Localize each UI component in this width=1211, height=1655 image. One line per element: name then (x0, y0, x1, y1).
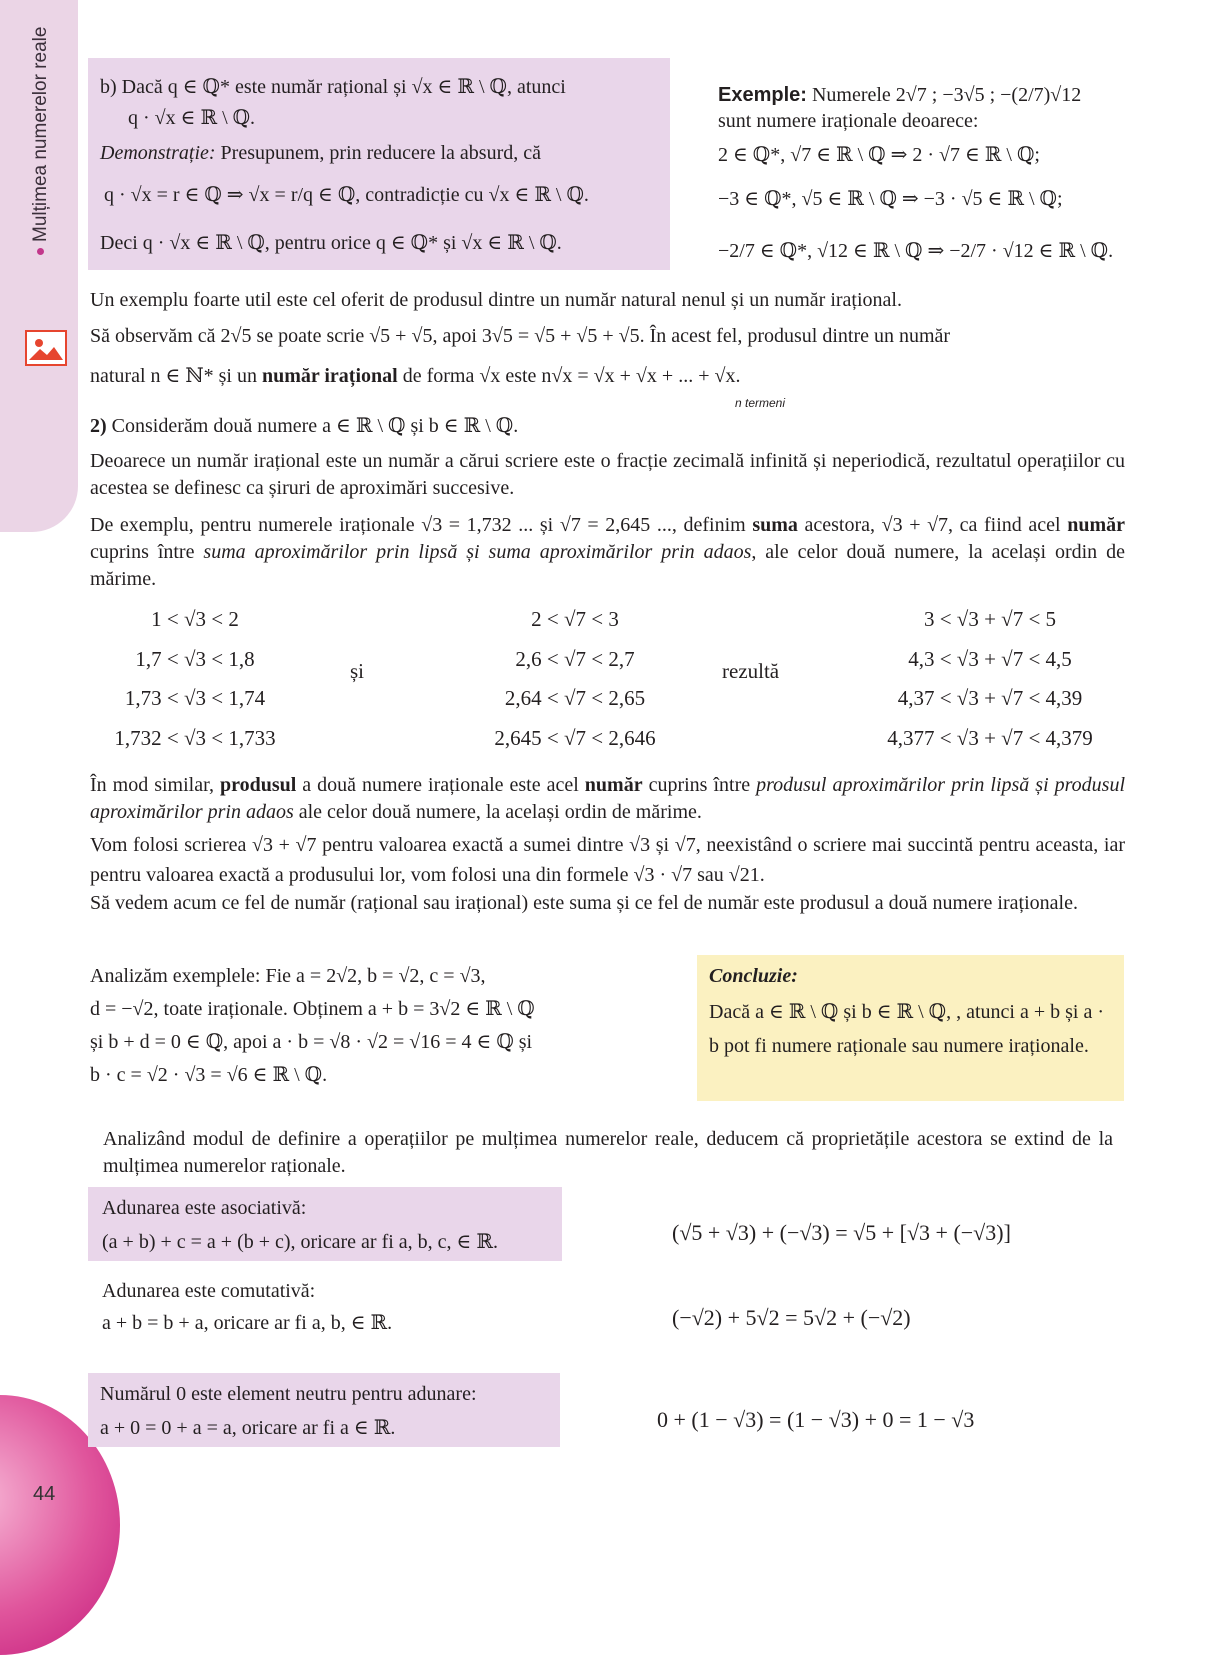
conclusion-box (697, 955, 1124, 1101)
chapter-title (30, 27, 52, 255)
proposition-line-1: b) Dacă q ∈ ℚ* este număr rațional și √x ∈ ℝ \ ℚ, atunci (100, 76, 566, 98)
demonstration-label: Demonstrație: (100, 142, 216, 164)
approx-col-1 (90, 600, 300, 758)
paragraph-7 (90, 772, 1125, 826)
approx-col-3 (860, 600, 1120, 758)
analysis-block (90, 960, 610, 1092)
image-icon (25, 330, 67, 366)
paragraph-2: Să observăm că 2√5 se poate scrie √5 + √5, apoi 3√5 = √5 + √5 + √5. În acest fel, produsul dintre un număr (90, 325, 951, 347)
underbrace-label: n termeni (735, 396, 786, 410)
approx-3-row: 4,37 < √3 + √7 < 4,39 (897, 686, 1083, 710)
paragraph-10-block (103, 1126, 1113, 1180)
approx-3-row: 4,377 < √3 + √7 < 4,379 (887, 725, 1093, 750)
property-formula: (a + b) + c = a + (b + c), oricare ar fi a, b, c, ∈ ℝ. (102, 1231, 498, 1253)
p7-f: produsul aproximărilor prin lipsă și produsul aproximărilor prin adaos (90, 774, 1126, 823)
examples-numbers: Numerele 2√7 ; −3√5 ; −(2/7)√12 (806, 84, 1082, 106)
approx-3-row: 4,3 < √3 + √7 < 4,5 (908, 646, 1072, 671)
p6-e: cuprins între (90, 541, 204, 563)
paragraph-7-block (90, 772, 1125, 917)
examples-line-3: 2 ∈ ℚ*, √7 ∈ ℝ \ ℚ ⇒ 2 · √7 ∈ ℝ \ ℚ; (718, 144, 1040, 166)
p6-g: , ale celor două numere, la același ordin de mărime. (90, 541, 1125, 590)
approx-1-row: 1,73 < √3 < 1,74 (124, 686, 266, 710)
proof-formula: q · √x = r ∈ ℚ ⇒ √x = r/q ∈ ℚ, contradicție cu √x ∈ ℝ \ ℚ. (104, 184, 589, 206)
approx-3-row: 3 < √3 + √7 < 5 (923, 607, 1057, 631)
paragraph-3-bold: număr irațional (261, 365, 398, 387)
paragraph-6 (90, 512, 1125, 593)
approx-2-row: 2,64 < √7 < 2,65 (504, 686, 646, 710)
analysis-line-3: și b + d = 0 ∈ ℚ, apoi a · b = √8 · √2 = √16 = 4 ∈ ℚ și (90, 1031, 533, 1053)
examples-label: Exemple: (718, 84, 807, 106)
paragraph-8: Vom folosi scrierea √3 + √7 pentru valoarea exactă a sumei dintre √3 și √7, neexistând o scriere mai succintă pentru aceasta, iar pentru valoarea exactă a produsului lor, vom folosi una din formele √3 · √7 sau √21. (90, 834, 1125, 886)
p7-c: a două numere iraționale este acel (296, 774, 585, 796)
demonstration-line (100, 138, 541, 168)
property-example: (−√2) + 5√2 = 5√2 + (−√2) (672, 1305, 911, 1330)
p6-d: număr (1067, 514, 1125, 536)
p7-d: număr (584, 774, 643, 796)
property-example: (√5 + √3) + (−√3) = √5 + [√3 + (−√3)] (672, 1220, 1011, 1245)
approx-2-row: 2,6 < √7 < 2,7 (515, 646, 635, 671)
page-number: 44 (33, 1483, 56, 1505)
examples-line-2: sunt numere iraționale deoarece: (718, 110, 979, 132)
paragraph-4-number: 2) (90, 415, 107, 437)
approx-result: rezultă (722, 659, 780, 683)
p7-g: ale celor două numere, la același ordin de mărime. (293, 801, 702, 823)
paragraph-4-text: Considerăm două numere a ∈ ℝ \ ℚ și b ∈ ℝ \ ℚ. (106, 415, 519, 437)
conclusion-title: Concluzie: (709, 965, 798, 987)
proposition-line-2: q · √x ∈ ℝ \ ℚ. (128, 107, 256, 129)
p6-c: acestora, √3 + √7, ca fiind acel (797, 514, 1068, 536)
paragraph-3-c: de forma √x este n√x = √x + √x + ... + √x. (397, 365, 741, 387)
conclusion-text: Dacă a ∈ ℝ \ ℚ și b ∈ ℝ \ ℚ, , atunci a + b și a · b pot fi numere raționale sau numere iraționale. (709, 1001, 1104, 1057)
property-title: Numărul 0 este element neutru pentru adunare: (100, 1383, 477, 1405)
paragraph-1: Un exemplu foarte util este cel oferit de produsul dintre un număr natural nenul și un număr irațional. (90, 289, 902, 311)
examples-line-5: −2/7 ∈ ℚ*, √12 ∈ ℝ \ ℚ ⇒ −2/7 · √12 ∈ ℝ \ ℚ. (718, 240, 1114, 262)
p7-b: produsul (219, 774, 297, 796)
property-title: Adunarea este asociativă: (102, 1197, 307, 1219)
approx-1-row: 1,732 < √3 < 1,733 (114, 725, 276, 750)
property-commutative-block (88, 1274, 562, 1348)
p6-f: suma aproximărilor prin lipsă și suma aproximărilor prin adaos (203, 541, 752, 563)
examples-line-4: −3 ∈ ℚ*, √5 ∈ ℝ \ ℚ ⇒ −3 · √5 ∈ ℝ \ ℚ; (718, 188, 1063, 210)
property-associative-box (88, 1187, 562, 1261)
paragraph-4 (90, 411, 518, 441)
demonstration-text: Presupunem, prin reducere la absurd, că (215, 142, 541, 164)
p7-e: cuprins între (642, 774, 757, 796)
approx-col-2 (470, 600, 680, 758)
approx-and: și (350, 659, 365, 683)
paragraph-3-a: natural n ∈ ℕ* și un (90, 365, 262, 387)
analysis-line-1: Analizăm exemplele: Fie a = 2√2, b = √2, c = √3, (90, 965, 486, 987)
bullet-icon (37, 248, 44, 255)
approx-2-row: 2,645 < √7 < 2,646 (494, 725, 656, 750)
analysis-line-2: d = −√2, toate iraționale. Obținem a + b = 3√2 ∈ ℝ \ ℚ (90, 998, 535, 1020)
analysis-line-4: b · c = √2 · √3 = √6 ∈ ℝ \ ℚ. (90, 1064, 328, 1086)
paragraph-5: Deoarece un număr irațional este un număr a cărui scriere este o fracție zecimală infinită și neperiodică, rezultatul operațiilor cu acestea se definesc ca șiruri de aproximări succesive. (90, 450, 1125, 499)
property-formula: a + b = b + a, oricare ar fi a, b, ∈ ℝ. (102, 1312, 393, 1334)
property-formula: a + 0 = 0 + a = a, oricare ar fi a ∈ ℝ. (100, 1417, 396, 1439)
paragraph-5-block (90, 448, 1125, 502)
p6-b: suma (752, 514, 798, 536)
property-example: 0 + (1 − √3) = (1 − √3) + 0 = 1 − √3 (657, 1407, 975, 1432)
approx-2-row: 2 < √7 < 3 (531, 607, 619, 631)
examples-block (718, 70, 1138, 266)
approx-1-row: 1 < √3 < 2 (151, 607, 239, 631)
p6-a: De exemplu, pentru numerele iraționale √3 = 1,732 ... și √7 = 2,645 ..., definim (90, 514, 753, 536)
property-title: Adunarea este comutativă: (102, 1280, 316, 1302)
p7-a: În mod similar, (90, 774, 220, 796)
paragraph-9: Să vedem acum ce fel de număr (rațional sau irațional) este suma și ce fel de număr este produsul a două numere iraționale. (90, 892, 1078, 914)
proposition-box (88, 58, 670, 270)
image-icon-glyph (27, 332, 65, 364)
property-neutral-box (88, 1373, 560, 1447)
approx-1-row: 1,7 < √3 < 1,8 (135, 646, 255, 671)
proof-conclusion: Deci q · √x ∈ ℝ \ ℚ, pentru orice q ∈ ℚ* și √x ∈ ℝ \ ℚ. (100, 232, 562, 254)
paragraph-10: Analizând modul de definire a operațiilor pe mulțimea numerelor reale, deducem că proprietățile acestora se extind de la mulțimea numerelor raționale. (103, 1128, 1113, 1177)
paragraph-3 (90, 361, 740, 391)
chapter-title-text: Mulțimea numerelor reale (30, 26, 51, 242)
paragraph-6-block (90, 512, 1125, 593)
